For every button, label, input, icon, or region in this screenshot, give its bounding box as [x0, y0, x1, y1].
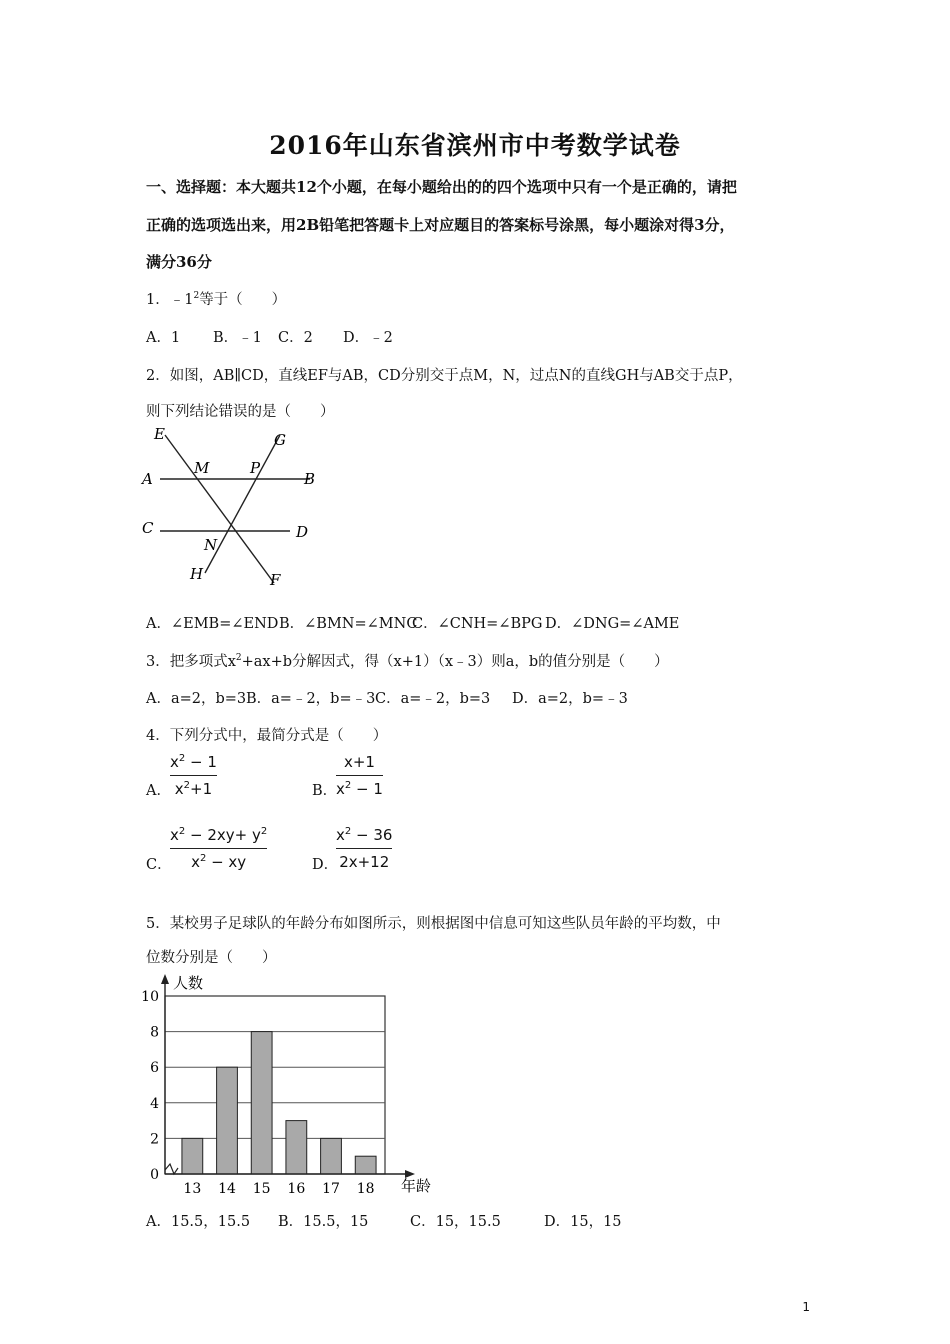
- label-e: E: [154, 425, 165, 443]
- section-instruction-line2: 正确的选项选出来，用2B铅笔把答题卡上对应题目的答案标号涂黑，每小题涂对得3分，: [146, 216, 735, 234]
- y-axis-label: 人数: [173, 974, 204, 992]
- label-n: N: [204, 536, 218, 554]
- q1-stem-pre: 1．﹣1: [146, 292, 194, 308]
- q4-c-numerator: $x^2 - 2xy+ y^2$: [170, 826, 268, 844]
- page-title: 2016年山东省滨州市中考数学试卷: [269, 131, 681, 160]
- q3-stem-pre: 3．把多项式x: [146, 654, 236, 670]
- q4-a-numerator: $x^2 - 1$: [170, 753, 217, 771]
- q4-option-c-fraction: [170, 826, 267, 871]
- q2-option-b: B．∠BMN=∠MNC: [279, 616, 418, 632]
- section-instruction-line3: 满分36分: [146, 253, 212, 271]
- q4-option-c-label: C．: [146, 857, 172, 873]
- q4-b-denominator: $x^2 - 1$: [336, 780, 383, 798]
- q4-b-fraction-bar: [336, 775, 383, 776]
- q4-b-numerator: x+1: [343, 753, 375, 771]
- bar-16: [286, 1121, 307, 1174]
- label-b: B: [304, 470, 316, 488]
- y-tick-label-6: 6: [150, 1060, 159, 1077]
- q4-option-d-label: D．: [312, 857, 339, 873]
- label-d: D: [296, 523, 309, 541]
- q4-d-denominator: 2x+12: [339, 853, 390, 871]
- x-tick-label-14: 14: [218, 1181, 236, 1197]
- label-f: F: [270, 571, 281, 589]
- q4-d-fraction-bar: [336, 848, 392, 849]
- label-h: H: [190, 565, 204, 583]
- label-a: A: [142, 470, 153, 488]
- bar-14: [217, 1067, 238, 1174]
- q3-exponent: 2: [235, 653, 242, 664]
- section-instruction-line1: 一、选择题：本大题共12个小题，在每小题给出的的四个选项中只有一个是正确的，请把: [146, 178, 737, 196]
- q3-stem-post: +ax+b分解因式，得（x+1）（x﹣3）则a，b的值分别是（ ）: [241, 654, 669, 670]
- question-1-stem: [146, 288, 286, 309]
- x-tick-label-18: 18: [356, 1181, 375, 1197]
- q1-exponent: 2: [193, 291, 200, 302]
- q1-option-b: B．﹣1: [213, 330, 262, 346]
- bar-13: [182, 1138, 203, 1174]
- label-p: P: [250, 459, 261, 477]
- label-g: G: [274, 431, 286, 449]
- q1-stem-post: 等于（ ）: [199, 292, 287, 308]
- q4-a-fraction-bar: [170, 775, 217, 776]
- bar-18: [355, 1156, 376, 1174]
- question-2-stem-line1: 2．如图，AB∥CD，直线EF与AB，CD分别交于点M，N，过点N的直线GH与AB交于点P，: [146, 368, 743, 384]
- label-m: M: [194, 459, 210, 477]
- x-axis-label: 年龄: [401, 1177, 432, 1195]
- parallel-lines-figure: [140, 425, 320, 590]
- x-tick-label-17: 17: [322, 1181, 340, 1197]
- q1-option-a: A．1: [146, 330, 181, 346]
- age-distribution-bar-chart: [140, 966, 440, 1201]
- axis-break-mark: [165, 1164, 178, 1174]
- q3-option-d: D．a=2，b=﹣3: [512, 691, 628, 707]
- q4-option-b-fraction: [336, 753, 383, 798]
- q4-option-b-label: B．: [312, 783, 338, 799]
- q4-c-fraction-bar: [170, 848, 267, 849]
- q3-option-b: B．a=﹣2，b=﹣3: [246, 691, 376, 707]
- q5-option-a: A．15.5，15.5: [146, 1214, 251, 1230]
- label-c: C: [142, 519, 154, 537]
- x-tick-label-15: 15: [252, 1181, 271, 1197]
- x-tick-label-13: 13: [183, 1181, 202, 1197]
- question-5-stem-line2: 位数分别是（ ）: [146, 950, 277, 966]
- bar-17: [321, 1138, 342, 1174]
- q3-option-c: C．a=﹣2，b=3: [375, 691, 491, 707]
- question-5-stem-line1: 5．某校男子足球队的年龄分布如图所示，则根据图中信息可知这些队员年龄的平均数，中: [146, 916, 721, 932]
- y-axis-arrow: [161, 974, 169, 984]
- y-tick-label-0: 0: [150, 1167, 159, 1183]
- q5-option-d: D．15，15: [544, 1214, 622, 1230]
- bar-15: [251, 1032, 272, 1174]
- line-ef: [165, 435, 274, 583]
- q2-option-a: A．∠EMB=∠END: [146, 616, 279, 632]
- x-tick-label-16: 16: [287, 1181, 306, 1197]
- q1-option-c: C．2: [278, 330, 313, 346]
- y-tick-label-2: 2: [150, 1131, 159, 1148]
- y-tick-label-4: 4: [150, 1095, 159, 1112]
- q5-option-c: C．15，15.5: [410, 1214, 501, 1230]
- q4-c-denominator: $x^2$ − xy: [191, 853, 247, 871]
- page-number: 1: [802, 1300, 810, 1314]
- q2-option-d: D．∠DNG=∠AME: [545, 616, 680, 632]
- q4-option-a-label: A．: [146, 783, 171, 799]
- q4-a-denominator: $x^2+1$: [174, 780, 213, 798]
- q4-option-d-fraction: [336, 826, 392, 871]
- y-tick-label-10: 10: [141, 989, 159, 1005]
- q4-option-a-fraction: [170, 753, 217, 798]
- q2-option-c: C．∠CNH=∠BPG: [412, 616, 543, 632]
- question-4-stem: 4．下列分式中，最简分式是（ ）: [146, 728, 388, 744]
- question-3-stem: [146, 650, 669, 671]
- question-2-stem-line2: 则下列结论错误的是（ ）: [146, 404, 335, 420]
- y-tick-label-8: 8: [150, 1024, 159, 1041]
- q3-option-a: A．a=2，b=3: [146, 691, 247, 707]
- q1-option-d: D．﹣2: [343, 330, 393, 346]
- q4-d-numerator: $x^2 - 36$: [336, 826, 393, 844]
- q5-option-b: B．15.5，15: [278, 1214, 369, 1230]
